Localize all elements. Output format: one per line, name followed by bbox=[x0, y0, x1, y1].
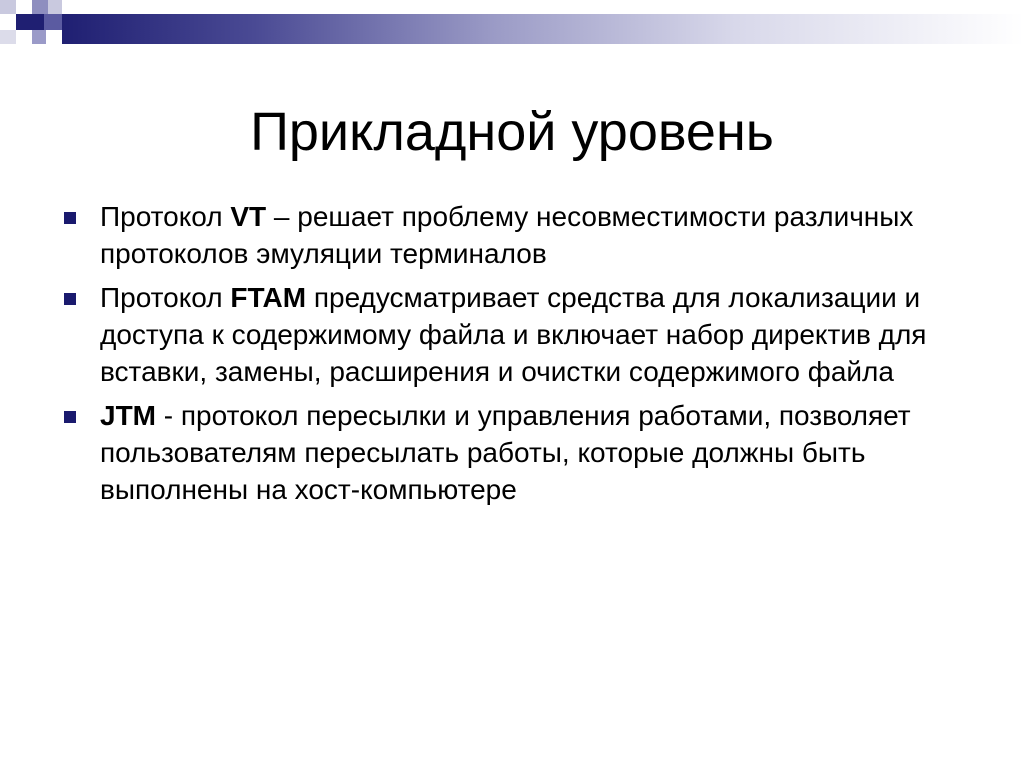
bullet-prefix: Протокол bbox=[100, 201, 231, 232]
bullet-term: JTM bbox=[100, 400, 156, 431]
bullet-text: предусматривает средства для локализации и доступа к содержимому файла и включает набор директив для вставки, замены, расширения и очистки содержимого файла bbox=[100, 282, 927, 387]
gradient-bar bbox=[62, 14, 1024, 44]
bullet-item-jtm bbox=[64, 397, 964, 508]
bullet-term: VT bbox=[230, 201, 267, 232]
decor-square bbox=[44, 14, 62, 30]
bullet-text: – решает проблему несовместимости различных протоколов эмуляции терминалов bbox=[100, 201, 914, 269]
bullet-list bbox=[64, 198, 964, 515]
square-bullet-icon bbox=[64, 293, 76, 305]
decor-square bbox=[32, 0, 48, 14]
decor-square bbox=[32, 30, 46, 44]
bullet-item-ftam bbox=[64, 279, 964, 390]
bullet-term: FTAM bbox=[230, 282, 307, 313]
decor-square bbox=[0, 0, 16, 14]
decorative-header-band bbox=[0, 0, 1024, 48]
decor-square bbox=[16, 14, 44, 30]
decor-square bbox=[48, 0, 62, 14]
square-bullet-icon bbox=[64, 411, 76, 423]
decor-square bbox=[0, 30, 16, 44]
square-bullet-icon bbox=[64, 212, 76, 224]
decor-square bbox=[16, 0, 32, 14]
decor-square bbox=[16, 30, 32, 44]
bullet-text: - протокол пересылки и управления работами, позволяет пользователям пересылать работы, которые должны быть выполнены на хост-компьютере bbox=[100, 400, 911, 505]
slide-title: Прикладной уровень bbox=[250, 102, 774, 162]
bullet-item-vt bbox=[64, 198, 964, 272]
bullet-prefix: Протокол bbox=[100, 282, 231, 313]
decor-square bbox=[0, 14, 16, 30]
